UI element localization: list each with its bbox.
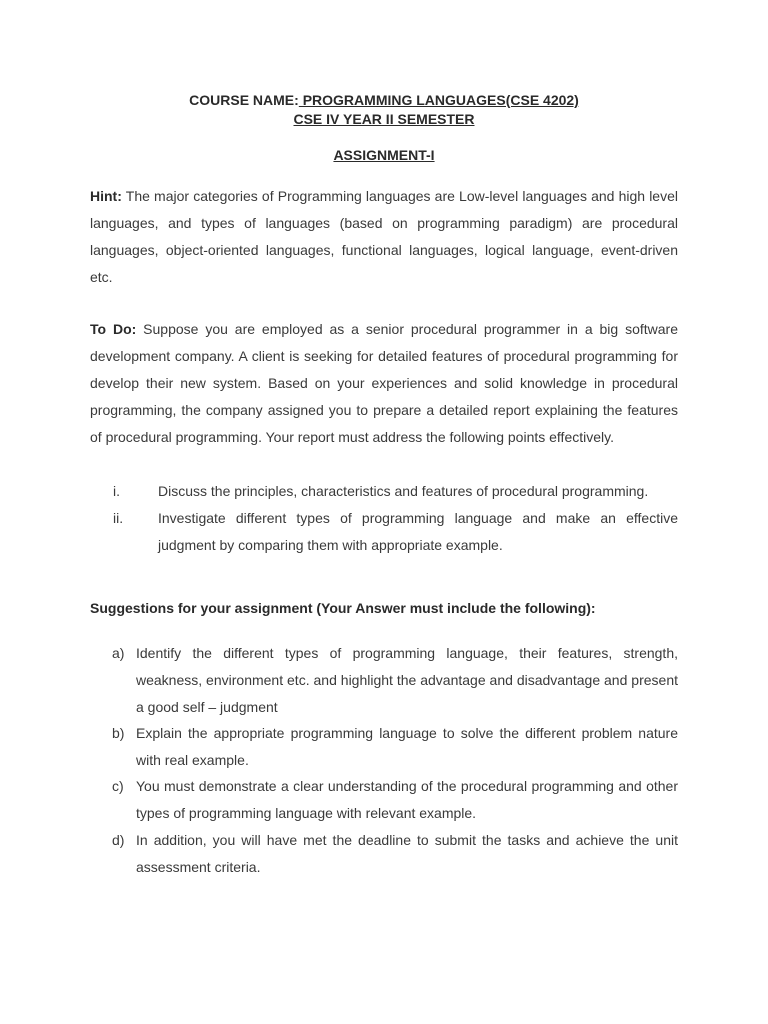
list-item [90, 720, 678, 774]
hint-label: Hint: [90, 188, 122, 204]
assignment-title: ASSIGNMENT-I [333, 147, 435, 163]
list-item-text: Explain the appropriate programming language to solve the different problem nature with real example. [136, 725, 678, 768]
list-item [90, 773, 678, 827]
todo-label: To Do: [90, 321, 137, 337]
course-name-line [90, 92, 678, 108]
course-name-value: PROGRAMMING LANGUAGES(CSE 4202) [298, 92, 579, 108]
list-item-number: ii. [113, 510, 124, 526]
list-item-text: Identify the different types of programming language, their features, strength, weakness, environment etc. and highlight the advantage and disadvantage and present a good self – judgment [136, 645, 678, 715]
list-item-number: b) [112, 725, 125, 741]
list-item-text: Discuss the principles, characteristics and features of procedural programming. [158, 483, 649, 499]
list-item [90, 827, 678, 881]
list-item [90, 478, 678, 505]
semester-heading: CSE IV YEAR II SEMESTER [293, 111, 475, 127]
list-item [90, 505, 678, 559]
hint-text: The major categories of Programming languages are Low-level languages and high level languages, and types of languages (based on programming paradigm) are procedural languages, object-oriented languages, functional languages, logical language, event-driven etc. [90, 188, 678, 285]
suggestions-heading: Suggestions for your assignment (Your Answer must include the following): [90, 600, 596, 616]
list-item [90, 640, 678, 721]
list-item-text: Investigate different types of programming language and make an effective judgment by comparing them with appropriate example. [158, 510, 678, 553]
todo-paragraph [90, 316, 678, 451]
list-item-text: You must demonstrate a clear understanding of the procedural programming and other types of programming language with relevant example. [136, 778, 678, 821]
list-item-number: i. [113, 483, 120, 499]
course-name-label: COURSE NAME: [189, 92, 299, 108]
list-item-number: a) [112, 645, 125, 661]
todo-text: Suppose you are employed as a senior procedural programmer in a big software development company. A client is seeking for detailed features of procedural programming for develop their new system. Based on your experiences and solid knowledge in procedural programming, the company assigned you to prepare a detailed report explaining the features of procedural programming. Your report must address the following points effectively. [90, 321, 678, 445]
hint-paragraph [90, 183, 678, 291]
list-item-number: c) [112, 778, 124, 794]
list-item-text: In addition, you will have met the deadline to submit the tasks and achieve the unit assessment criteria. [136, 832, 678, 875]
list-item-number: d) [112, 832, 125, 848]
